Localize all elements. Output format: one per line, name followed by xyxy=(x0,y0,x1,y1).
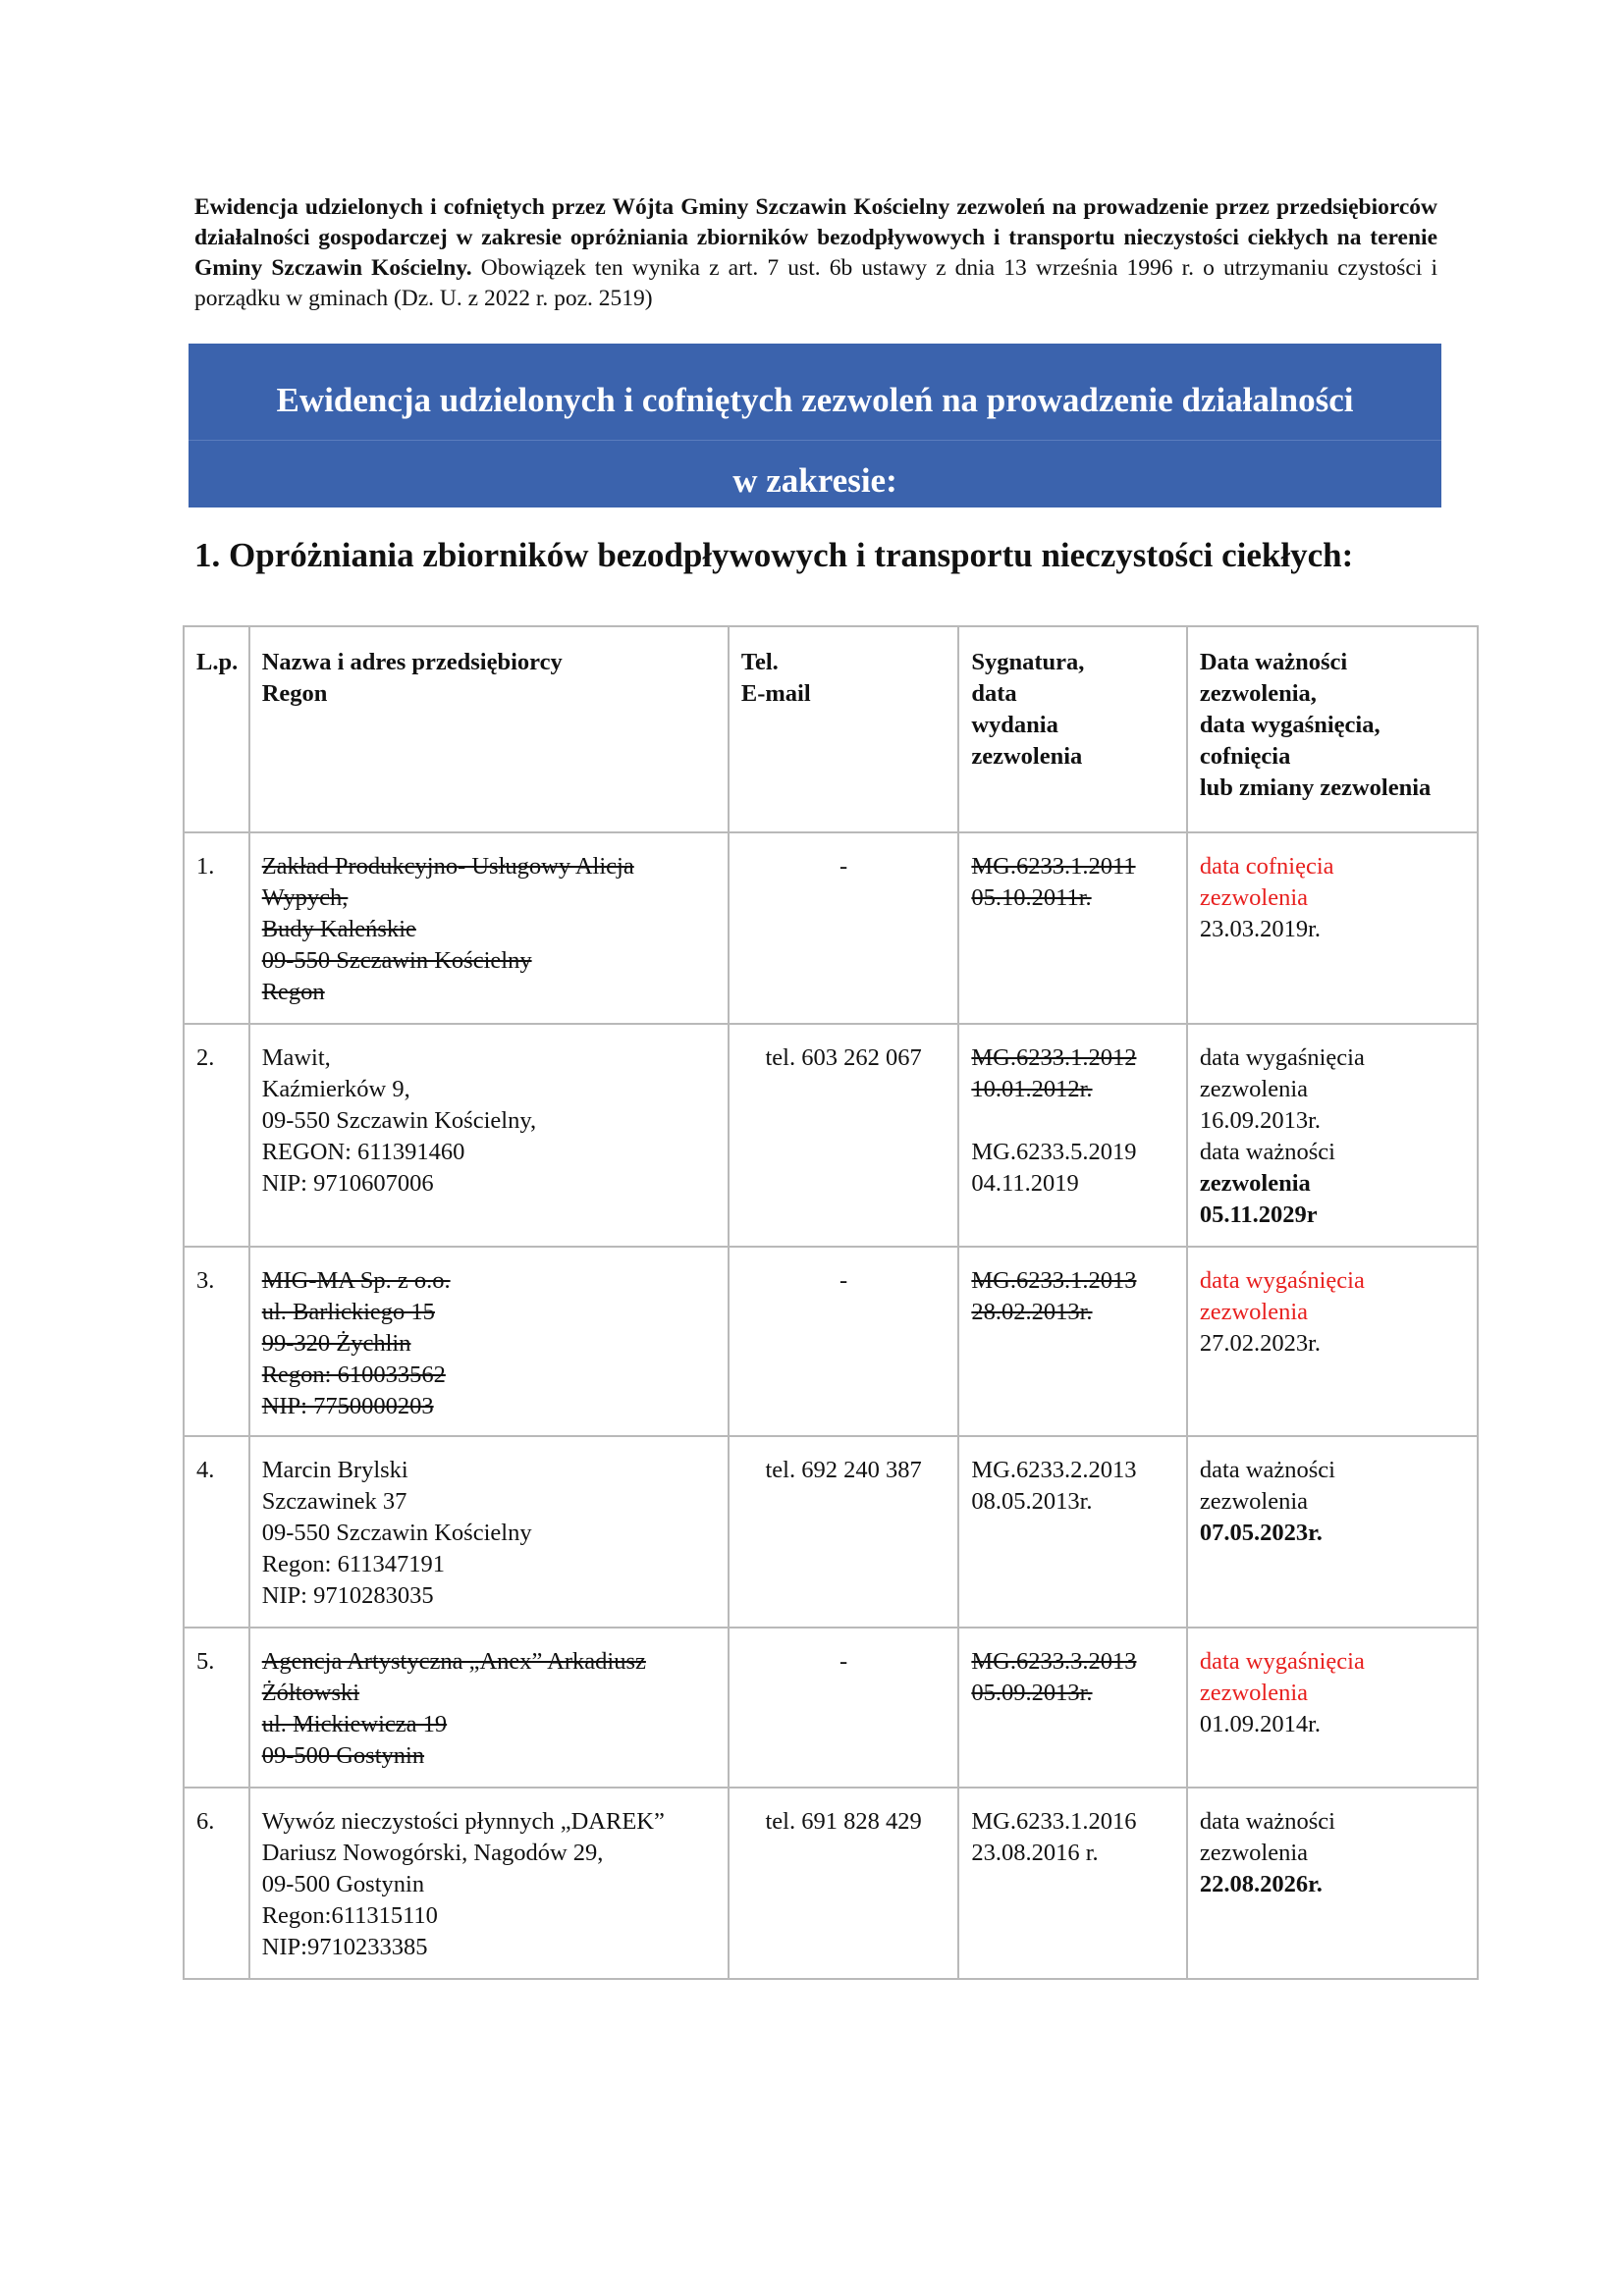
cell-tel: - xyxy=(729,1247,958,1436)
cell-lp: 1. xyxy=(184,832,249,1024)
intro-paragraph xyxy=(194,192,1437,314)
header-validity: Data ważności zezwolenia, data wygaśnięcia, cofnięcia lub zmiany zezwolenia xyxy=(1187,626,1478,832)
cell-tel: tel. 692 240 387 xyxy=(729,1436,958,1628)
cell-tel: - xyxy=(729,832,958,1024)
cell-signature: MG.6233.1.2011 05.10.2011r. xyxy=(958,832,1186,1024)
cell-status: data wygaśnięcia zezwolenia 01.09.2014r. xyxy=(1187,1628,1478,1788)
permits-table xyxy=(183,625,1479,1980)
cell-status: data wygaśnięcia zezwolenia 27.02.2023r. xyxy=(1187,1247,1478,1436)
banner-divider xyxy=(189,440,1441,441)
cell-tel: tel. 603 262 067 xyxy=(729,1024,958,1247)
intro-legal-basis: Obowiązek ten wynika z art. 7 ust. 6b ustawy z dnia 13 września 1996 r. o utrzymaniu czystości i porządku w gminach (Dz. U. z 2022 r. poz. 2519) xyxy=(194,255,1438,311)
cell-lp: 4. xyxy=(184,1436,249,1628)
cell-status: data ważności zezwolenia 07.05.2023r. xyxy=(1187,1436,1478,1628)
section-banner xyxy=(189,344,1441,507)
cell-status: data ważności zezwolenia 22.08.2026r. xyxy=(1187,1788,1478,1979)
cell-lp: 3. xyxy=(184,1247,249,1436)
cell-signature: MG.6233.2.2013 08.05.2013r. xyxy=(958,1436,1186,1628)
banner-title-line2: w zakresie: xyxy=(732,461,897,500)
cell-status: data cofnięcia zezwolenia 23.03.2019r. xyxy=(1187,832,1478,1024)
cell-name: Wywóz nieczystości płynnych „DAREK” Dariusz Nowogórski, Nagodów 29, 09-500 Gostynin Regon:611315110 NIP:9710233385 xyxy=(249,1788,729,1979)
cell-lp: 6. xyxy=(184,1788,249,1979)
header-name: Nazwa i adres przedsiębiorcy Regon xyxy=(249,626,729,832)
cell-name: MIG-MA Sp. z o.o. ul. Barlickiego 15 99-320 Żychlin Regon: 610033562 NIP: 7750000203 xyxy=(249,1247,729,1436)
cell-lp: 2. xyxy=(184,1024,249,1247)
cell-signature: MG.6233.1.2016 23.08.2016 r. xyxy=(958,1788,1186,1979)
cell-tel: - xyxy=(729,1628,958,1788)
cell-lp: 5. xyxy=(184,1628,249,1788)
table-row xyxy=(184,1247,1478,1436)
table-row xyxy=(184,1024,1478,1247)
cell-name: Zakład Produkcyjno- Usługowy Alicja Wypych, Budy Kaleńskie 09-550 Szczawin Kościelny Regon xyxy=(249,832,729,1024)
table-header-row xyxy=(184,626,1478,832)
cell-signature: MG.6233.3.2013 05.09.2013r. xyxy=(958,1628,1186,1788)
cell-tel: tel. 691 828 429 xyxy=(729,1788,958,1979)
cell-name: Mawit, Kaźmierków 9, 09-550 Szczawin Kościelny, REGON: 611391460 NIP: 9710607006 xyxy=(249,1024,729,1247)
table-row xyxy=(184,832,1478,1024)
banner-title-line1: Ewidencja udzielonych i cofniętych zezwoleń na prowadzenie działalności xyxy=(276,381,1354,419)
cell-signature: MG.6233.1.2013 28.02.2013r. xyxy=(958,1247,1186,1436)
table-row xyxy=(184,1628,1478,1788)
table-row xyxy=(184,1436,1478,1628)
header-signature: Sygnatura, data wydania zezwolenia xyxy=(958,626,1186,832)
header-tel: Tel. E-mail xyxy=(729,626,958,832)
cell-name: Marcin Brylski Szczawinek 37 09-550 Szczawin Kościelny Regon: 611347191 NIP: 9710283035 xyxy=(249,1436,729,1628)
section-heading: 1. Opróżniania zbiorników bezodpływowych i transportu nieczystości ciekłych: xyxy=(194,536,1354,574)
table-row xyxy=(184,1788,1478,1979)
cell-name: Agencja Artystyczna „Anex” Arkadiusz Żółtowski ul. Mickiewicza 19 09-500 Gostynin xyxy=(249,1628,729,1788)
header-lp: L.p. xyxy=(184,626,249,832)
cell-signature: MG.6233.1.2012 10.01.2012r. MG.6233.5.2019 04.11.2019 xyxy=(958,1024,1186,1247)
cell-status: data wygaśnięcia zezwolenia 16.09.2013r. data ważności zezwolenia 05.11.2029r xyxy=(1187,1024,1478,1247)
intro-bold-text: Ewidencja udzielonych i cofniętych przez Wójta Gminy Szczawin Kościelny zezwoleń na prowadzenie przez przedsiębiorców działalności gospodarczej w zakresie opróżniania zbiorników bezodpływowych i transportu nieczystości ciekłych na terenie Gminy Szczawin Kościelny. xyxy=(194,194,1437,281)
